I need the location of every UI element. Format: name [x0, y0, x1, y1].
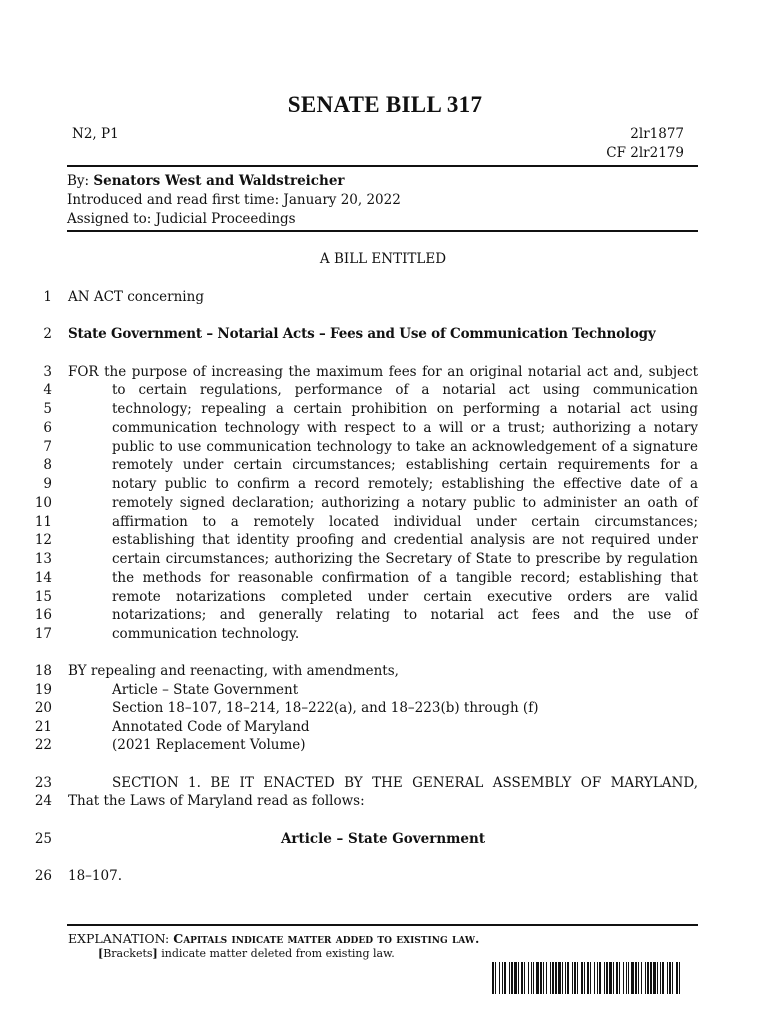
header-rule-bottom [67, 230, 698, 232]
drafting-codes [606, 125, 684, 163]
header-rule-top [67, 165, 698, 167]
bill-line-text: remotely under certain circumstances; establishing certain requirements for a [112, 457, 698, 473]
barcode-bar [584, 962, 585, 994]
brackets-rest: indicate matter deleted from existing law. [157, 947, 395, 960]
bill-line-text: 18–107. [68, 868, 122, 884]
bill-line-text: public to use communication technology to take an acknowledgement of a signature [112, 439, 698, 455]
bill-line-text: the methods for reasonable confirmation of a tangible record; establishing that [112, 570, 698, 586]
line-number: 21 [34, 719, 52, 735]
barcode-bar [511, 962, 513, 994]
barcode-bar [641, 962, 642, 994]
bill-line-text: Article – State Government [280, 831, 486, 847]
bill-line-text: remote notarizations completed under certain executive orders are valid [112, 589, 698, 605]
barcode-bar [638, 962, 639, 994]
bill-line-text: communication technology with respect to a will or a trust; authorizing a notary [112, 420, 698, 436]
barcode-bar [565, 962, 566, 994]
line-number: 25 [34, 831, 52, 847]
barcode-bar [518, 962, 519, 994]
line-number: 22 [34, 737, 52, 753]
line-number: 24 [34, 793, 52, 809]
line-number: 10 [34, 495, 52, 511]
barcode-bar [662, 962, 664, 994]
line-number: 20 [34, 700, 52, 716]
bracket-open: [ [98, 947, 104, 960]
barcode-bar [536, 962, 539, 994]
barcode-bar [672, 962, 673, 994]
barcode-bar [495, 962, 496, 994]
barcode-bar [587, 962, 589, 994]
sponsors-line [67, 172, 401, 191]
line-number: 17 [34, 626, 52, 642]
barcode-bar [597, 962, 598, 994]
line-number: 23 [34, 775, 52, 791]
line-number: 14 [34, 570, 52, 586]
barcode-bar [502, 962, 503, 994]
line-number: 19 [34, 682, 52, 698]
bill-line-text: to certain regulations, performance of a notarial act using communication [112, 382, 698, 398]
line-number: 15 [34, 589, 52, 605]
bill-line-text: (2021 Replacement Volume) [112, 737, 306, 753]
barcode-bar [574, 962, 576, 994]
barcode-bar [676, 962, 678, 994]
explanation-label: EXPLANATION: [68, 931, 174, 946]
bill-line-text: State Government – Notarial Acts – Fees and Use of Communication Technology [68, 326, 656, 342]
sponsors-names: Senators West and Waldstreicher [93, 173, 345, 189]
barcode-bar [616, 962, 618, 994]
barcode-bar [628, 962, 629, 994]
bracket-close: ] [152, 947, 158, 960]
bill-line-text: AN ACT concerning [68, 289, 204, 305]
barcode-bar [606, 962, 608, 994]
line-number: 18 [34, 663, 52, 679]
barcode-bar [546, 962, 547, 994]
barcode-bar [623, 962, 624, 994]
barcode-bar [562, 962, 563, 994]
bill-line-text: Section 18–107, 18–214, 18–222(a), and 18–223(b) through (f) [112, 700, 539, 716]
brackets-word: Brackets [103, 947, 153, 960]
barcode-bar [524, 962, 525, 994]
barcode-bar [533, 962, 534, 994]
barcode-bar [660, 962, 661, 994]
barcode-bar [679, 962, 680, 994]
barcode-bar [650, 962, 652, 994]
barcode-bar [667, 962, 668, 994]
bill-line-text: technology; repealing a certain prohibition on performing a notarial act using [112, 401, 698, 417]
bill-line-text: Annotated Code of Maryland [112, 719, 310, 735]
barcode-bar [645, 962, 646, 994]
line-number: 1 [43, 289, 52, 305]
bill-line-text: certain circumstances; authorizing the Secretary of State to prescribe by regulation [112, 551, 698, 567]
barcode-bar [552, 962, 554, 994]
bill-line-text: FOR the purpose of increasing the maximum fees for an original notarial act and, subject [68, 364, 698, 380]
barcode-bar [492, 962, 494, 994]
barcode-bar [647, 962, 649, 994]
barcode-bar [613, 962, 614, 994]
bill-line-text: BY repealing and reenacting, with amendments, [68, 663, 399, 679]
barcode-bar [555, 962, 557, 994]
explanation-caps: Capitals indicate matter added to existing law. [173, 931, 480, 946]
line-number: 6 [43, 420, 52, 436]
bill-metadata [67, 172, 401, 229]
line-number: 13 [34, 551, 52, 567]
line-number: 16 [34, 607, 52, 623]
bill-entitled: A BILL ENTITLED [319, 251, 447, 267]
line-number: 9 [43, 476, 52, 492]
barcode-bar [604, 962, 605, 994]
bill-line-text: remotely signed declaration; authorizing a notary public to administer an oath of [112, 495, 698, 511]
line-number: 4 [43, 382, 52, 398]
barcode-bar [572, 962, 573, 994]
bill-title: SENATE BILL 317 [287, 92, 483, 117]
barcode-bar [653, 962, 656, 994]
barcode-bar [590, 962, 591, 994]
barcode-bar [509, 962, 510, 994]
barcode-bar [626, 962, 627, 994]
barcode-bar [521, 962, 523, 994]
barcode-bar [514, 962, 517, 994]
introduced-line: Introduced and read first time: January 20, 2022 [67, 192, 401, 208]
line-number: 8 [43, 457, 52, 473]
line-number: 2 [43, 326, 52, 342]
barcode-bar [635, 962, 637, 994]
barcode-bar [631, 962, 634, 994]
line-number: 26 [34, 868, 52, 884]
line-number: 7 [43, 439, 52, 455]
line-number: 12 [34, 532, 52, 548]
bill-line-text: establishing that identity proofing and credential analysis are not required under [112, 532, 698, 548]
barcode-bar [540, 962, 542, 994]
barcode-bar [550, 962, 551, 994]
barcode-bar [581, 962, 583, 994]
line-number: 5 [43, 401, 52, 417]
bill-line-text: communication technology. [112, 626, 300, 642]
bill-line-text: Article – State Government [112, 682, 299, 698]
sponsors-prefix: By: [67, 173, 94, 189]
assigned-line: Assigned to: Judicial Proceedings [67, 211, 296, 227]
barcode-image [492, 962, 680, 994]
barcode-bar [594, 962, 595, 994]
barcode-bar [567, 962, 569, 994]
bill-line-text: notary public to confirm a record remotely; establishing the effective date of a [112, 476, 698, 492]
subject-codes: N2, P1 [72, 126, 119, 142]
lr-number: 2lr1877 [630, 126, 684, 142]
barcode-bar [669, 962, 671, 994]
barcode-bar [619, 962, 620, 994]
bill-line-text: notarizations; and generally relating to notarial act fees and the use of [112, 607, 698, 623]
bill-line-text: affirmation to a remotely located individual under certain circumstances; [112, 514, 698, 530]
barcode-bar [531, 962, 532, 994]
bill-line-text: SECTION 1. BE IT ENACTED BY THE GENERAL ASSEMBLY OF MARYLAND, [112, 775, 698, 791]
bill-line-text: That the Laws of Maryland read as follows: [68, 793, 365, 809]
footer-rule [67, 924, 698, 926]
line-number: 11 [34, 514, 52, 530]
barcode-bar [528, 962, 529, 994]
brackets-line [98, 947, 395, 960]
barcode-bar [657, 962, 658, 994]
barcode-bar [599, 962, 601, 994]
line-number: 3 [43, 364, 52, 380]
barcode-bar [499, 962, 500, 994]
cross-file-number: CF 2lr2179 [606, 145, 684, 161]
barcode-bar [504, 962, 506, 994]
barcode-bar [543, 962, 544, 994]
barcode-bar [577, 962, 578, 994]
barcode-bar [558, 962, 561, 994]
explanation-line [68, 931, 479, 946]
barcode-bar [609, 962, 612, 994]
